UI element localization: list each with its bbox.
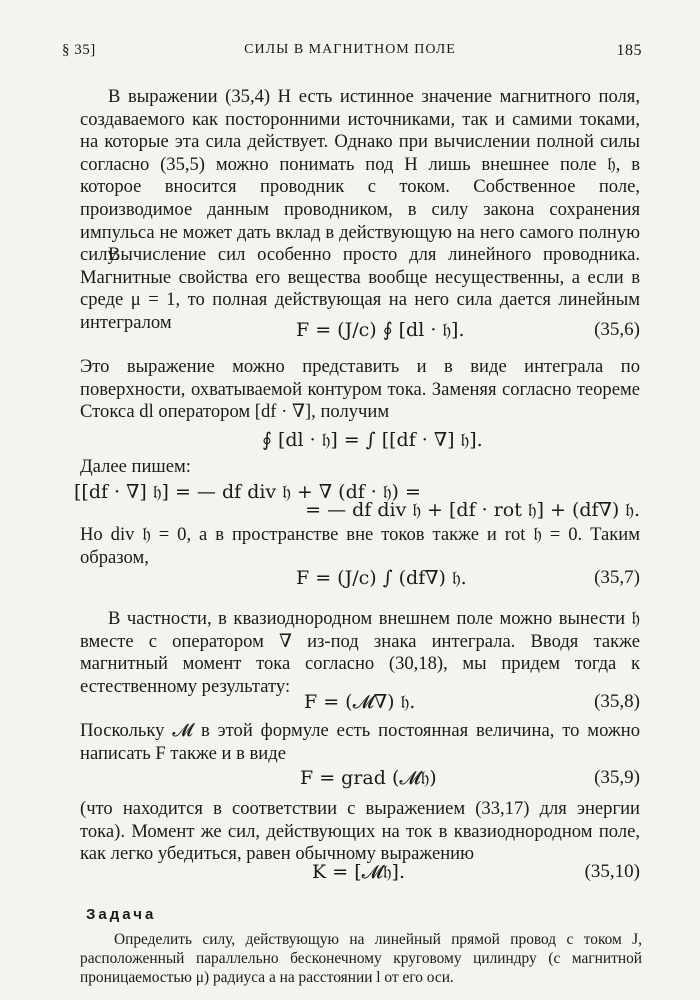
equation-number-35-10: (35,10) xyxy=(584,861,640,882)
paragraph-7: Поскольку 𝓜 в этой формуле есть постоянная величина, то можно написать F также и в виде xyxy=(80,720,640,764)
equation-long-line-2 xyxy=(80,498,640,522)
equation-35-8 xyxy=(80,690,640,716)
page-number: 185 xyxy=(616,42,642,59)
paragraph-1: В выражении (35,4) H есть истинное значение магнитного поля, создаваемого как посторонними источниками, так и самими токами, на которые эта сила действует. Однако при вычислении полной силы согласно (35,5) можно понимать под H лишь внешнее поле 𝔥, в которое вносится проводник с током. Собственное поле, производимое данным проводником, в силу закона сохранения импульса не может дать вклад в действующую на него самого полную силу. xyxy=(80,86,640,266)
formula-long-2: = — df div 𝔥 + [df · rot 𝔥] + (df∇) 𝔥. xyxy=(305,499,640,521)
formula-long-1: [[df · ∇] 𝔥] = — df div 𝔥 + ∇ (df · 𝔥) = xyxy=(74,481,421,503)
task-text: Определить силу, действующую на линейный прямой провод с током J, расположенный параллельно бесконечному круговому цилиндру (с магнитной проницаемостью μ) радиуса a на расстоянии l от его оси. xyxy=(80,931,642,986)
equation-35-9 xyxy=(80,766,640,792)
section-marker: § 35] xyxy=(62,42,96,58)
paragraph-6: В частности, в квазиоднородном внешнем поле можно вынести 𝔥 вместе с оператором ∇ из-под знака интеграла. Вводя также магнитный момент тока согласно (30,18), мы придем тогда к естественному результату: xyxy=(80,608,640,697)
paragraph-5: Но div 𝔥 = 0, а в пространстве вне токов также и rot 𝔥 = 0. Таким образом, xyxy=(80,524,640,568)
equation-35-6 xyxy=(80,318,640,344)
equation-stokes xyxy=(80,428,640,454)
equation-35-10 xyxy=(80,860,640,886)
equation-number-35-8: (35,8) xyxy=(594,691,640,712)
formula-35-9: F = grad (𝓜𝔥) xyxy=(300,767,437,789)
paragraph-3: Это выражение можно представить и в виде интеграла по поверхности, охватываемой контуром тока. Заменяя согласно теореме Стокса dl оператором [df · ∇], получим xyxy=(80,356,640,423)
formula-35-6: F = (J/c) ∮ [dl · 𝔥]. xyxy=(296,319,465,341)
formula-35-8: F = (𝓜∇) 𝔥. xyxy=(304,691,416,713)
paragraph-4: Далее пишем: xyxy=(80,456,191,477)
equation-number-35-7: (35,7) xyxy=(594,567,640,588)
task-heading: Задача xyxy=(86,906,157,923)
equation-number-35-6: (35,6) xyxy=(594,319,640,340)
formula-35-10: K = [𝓜𝔥]. xyxy=(312,861,405,883)
equation-35-7 xyxy=(80,566,640,592)
formula-35-7: F = (J/c) ∫ (df∇) 𝔥. xyxy=(296,567,467,589)
formula-stokes: ∮ [dl · 𝔥] = ∫ [[df · ∇] 𝔥]. xyxy=(262,429,483,451)
paragraph-2: Вычисление сил особенно просто для линейного проводника. Магнитные свойства его вещества вообще несущественны, а если в среде μ = 1, то полная действующая на него сила дается линейным интегралом xyxy=(80,244,640,333)
paragraph-8: (что находится в соответствии с выражением (33,17) для энергии тока). Момент же сил, действующих на ток в квазиоднородном поле, как легко убедиться, равен обычному выражению xyxy=(80,798,640,865)
running-title: СИЛЫ В МАГНИТНОМ ПОЛЕ xyxy=(244,42,456,57)
equation-number-35-9: (35,9) xyxy=(594,767,640,788)
